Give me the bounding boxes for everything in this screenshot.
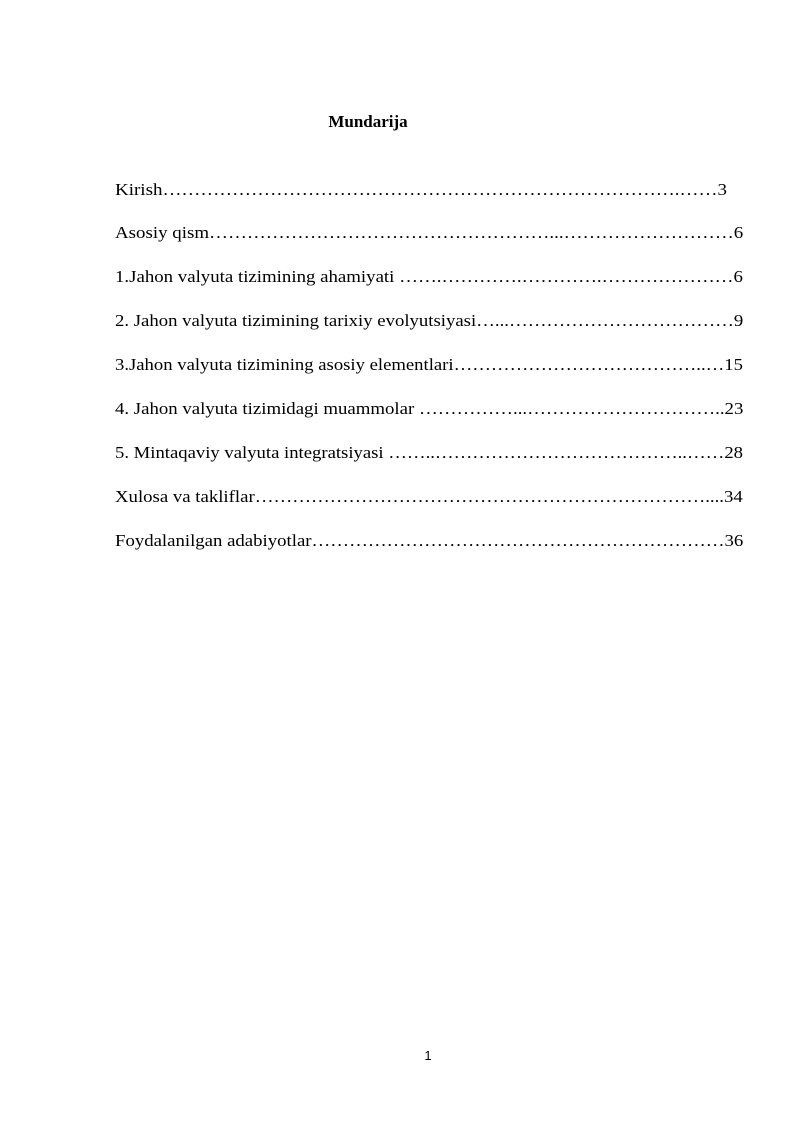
toc-entry-section-3	[115, 354, 743, 376]
toc-entry-text: Xulosa va takliflar………………………………………………………………....34	[115, 487, 743, 506]
toc-entry-asosiy-qism	[115, 222, 743, 244]
toc-entry-text: 1.Jahon valyuta tizimining ahamiyati …….………….………….…………………6	[115, 267, 743, 286]
toc-entry-text: 3.Jahon valyuta tizimining asosiy elementlari…………………………………..…15	[115, 355, 743, 374]
page-title: Mundarija	[328, 112, 408, 131]
page-number: 1	[424, 1048, 432, 1063]
toc-entry-text: 2. Jahon valyuta tizimining tarixiy evolyutsiyasi…...………………………………9	[115, 311, 743, 330]
toc-entry-section-4	[115, 398, 743, 420]
toc-entry-kirish	[115, 179, 743, 201]
toc-entry-section-1	[115, 266, 743, 288]
toc-entry-text: Asosiy qism………………………………………………...………………………6	[115, 223, 743, 242]
toc-entry-text: Kirish……………………………………………………………………….……3	[115, 180, 727, 199]
toc-entry-text: Foydalanilgan adabiyotlar…………………………………………………………36	[115, 531, 743, 550]
toc-entry-text: 4. Jahon valyuta tizimidagi muammolar ……………...…………………………..23	[115, 399, 743, 418]
toc-entry-adabiyotlar	[115, 530, 743, 552]
toc-entry-section-2	[115, 310, 743, 332]
table-of-contents	[115, 179, 743, 574]
toc-entry-text: 5. Mintaqaviy valyuta integratsiyasi ……..…………………………………..……28	[115, 443, 743, 462]
toc-entry-xulosa	[115, 486, 743, 508]
toc-entry-section-5	[115, 442, 743, 464]
